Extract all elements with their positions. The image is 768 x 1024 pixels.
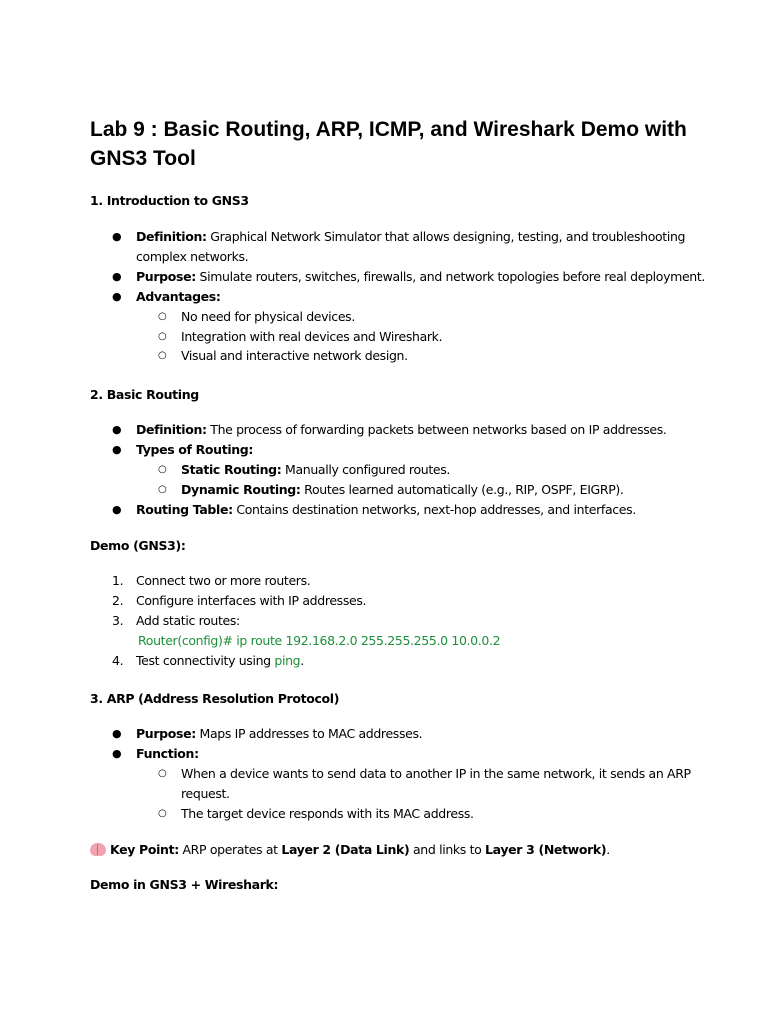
- routing-definition: [136, 420, 667, 440]
- definition-label: Definition:: [136, 422, 207, 437]
- bullet: ●: [112, 727, 122, 740]
- sub-bullet: ○: [158, 331, 167, 342]
- section-heading-gns3: 1. Introduction to GNS3: [90, 193, 249, 208]
- bullet: ●: [112, 747, 122, 760]
- layer-3-label: Layer 3 (Network): [485, 842, 607, 857]
- gns3-purpose: [136, 267, 705, 287]
- advantage-item: Visual and interactive network design.: [181, 348, 408, 363]
- demo-step-2: Configure interfaces with IP addresses.: [136, 593, 367, 608]
- demo-wireshark-heading: Demo in GNS3 + Wireshark:: [90, 877, 279, 892]
- section-heading-routing: 2. Basic Routing: [90, 387, 199, 402]
- layer-2-label: Layer 2 (Data Link): [281, 842, 410, 857]
- gns3-definition-cont: complex networks.: [136, 249, 249, 264]
- key-point-period: .: [606, 842, 610, 857]
- bullet: ●: [112, 423, 122, 436]
- purpose-text: Maps IP addresses to MAC addresses.: [195, 726, 423, 741]
- dynamic-routing-label: Dynamic Routing:: [181, 482, 301, 497]
- static-routing-text: Manually configured routes.: [281, 462, 450, 477]
- section-heading-arp: 3. ARP (Address Resolution Protocol): [90, 691, 340, 706]
- sub-bullet: ○: [158, 484, 167, 495]
- dynamic-routing: [181, 480, 624, 500]
- sub-bullet: ○: [158, 464, 167, 475]
- static-routing: [181, 460, 450, 480]
- static-routing-label: Static Routing:: [181, 462, 282, 477]
- sub-bullet: ○: [158, 768, 167, 779]
- arp-purpose: [136, 724, 422, 744]
- function-label: Function:: [136, 746, 199, 761]
- routing-table-label: Routing Table:: [136, 502, 233, 517]
- purpose-label: Purpose:: [136, 269, 196, 284]
- key-point-text: ARP operates at: [178, 842, 282, 857]
- sub-bullet: ○: [158, 808, 167, 819]
- step4-text: Test connectivity using: [136, 653, 275, 668]
- code-static-route: Router(config)# ip route 192.168.2.0 255.255.255.0 10.0.0.2: [138, 633, 501, 648]
- bullet: ●: [112, 503, 122, 516]
- demo-step-3: Add static routes:: [136, 613, 240, 628]
- definition-text: Graphical Network Simulator that allows designing, testing, and troubleshooting: [206, 229, 686, 244]
- gns3-definition: [136, 227, 685, 247]
- routing-table: [136, 500, 636, 520]
- bullet: ●: [112, 230, 122, 243]
- bullet: ●: [112, 270, 122, 283]
- step-number: 1.: [112, 573, 124, 588]
- arp-function-1: When a device wants to send data to another IP in the same network, it sends an ARP: [181, 766, 691, 781]
- bullet: ●: [112, 290, 122, 303]
- ping-command: ping: [274, 653, 301, 668]
- demo-heading: Demo (GNS3):: [90, 538, 186, 553]
- key-point-label: Key Point:: [110, 842, 179, 857]
- sub-bullet: ○: [158, 350, 167, 361]
- purpose-label: Purpose:: [136, 726, 196, 741]
- types-of-routing-label: Types of Routing:: [136, 442, 254, 457]
- demo-step-4: [136, 651, 304, 671]
- definition-label: Definition:: [136, 229, 207, 244]
- sub-bullet: ○: [158, 311, 167, 322]
- definition-text: The process of forwarding packets between networks based on IP addresses.: [206, 422, 667, 437]
- key-point-text: and links to: [409, 842, 486, 857]
- purpose-text: Simulate routers, switches, firewalls, and network topologies before real deployment.: [195, 269, 706, 284]
- routing-table-text: Contains destination networks, next-hop addresses, and interfaces.: [232, 502, 636, 517]
- step-number: 3.: [112, 613, 124, 628]
- step-number: 2.: [112, 593, 124, 608]
- brain-icon: [90, 843, 106, 856]
- key-point: [90, 840, 610, 860]
- arp-function-2: The target device responds with its MAC address.: [181, 806, 474, 821]
- demo-step-1: Connect two or more routers.: [136, 573, 311, 588]
- step-number: 4.: [112, 653, 124, 668]
- arp-function-1-cont: request.: [181, 786, 230, 801]
- bullet: ●: [112, 443, 122, 456]
- advantage-item: No need for physical devices.: [181, 309, 355, 324]
- advantages-label: Advantages:: [136, 289, 221, 304]
- advantage-item: Integration with real devices and Wireshark.: [181, 329, 443, 344]
- step4-period: .: [300, 653, 304, 668]
- page-title: Lab 9 : Basic Routing, ARP, ICMP, and Wireshark Demo with GNS3 Tool: [90, 118, 687, 170]
- dynamic-routing-text: Routes learned automatically (e.g., RIP, OSPF, EIGRP).: [300, 482, 624, 497]
